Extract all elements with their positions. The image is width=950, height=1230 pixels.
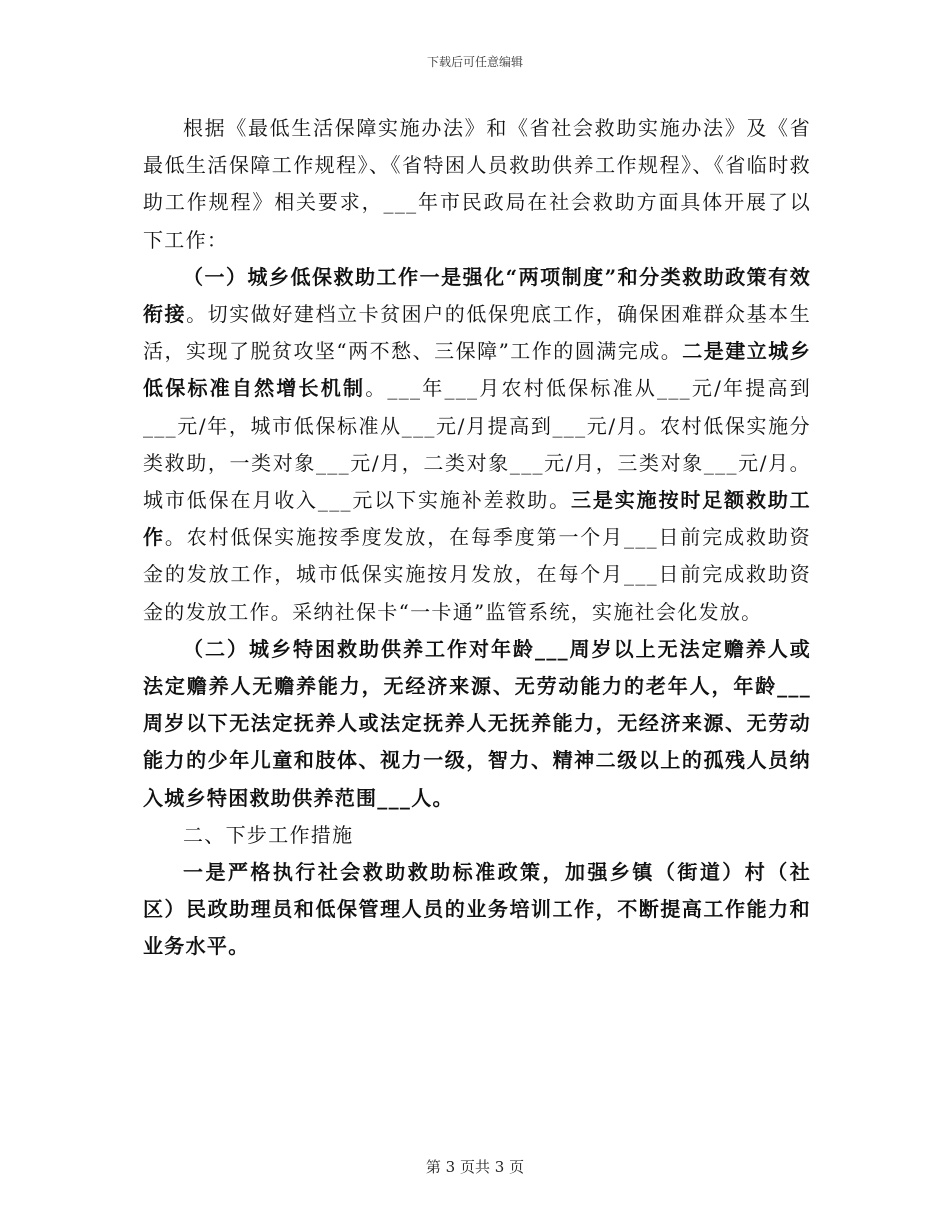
section-one-text-1: 。切实做好建档立卡贫困户的低保兜底工作，确保困难群众基本生活，实现了脱贫攻坚“两不愁、三保障”工作的圆满完成。 bbox=[143, 302, 811, 364]
section-one-heading: （一）城乡低保救助工作一是强化“两项制度”和分类救助政策有效衔接 bbox=[143, 264, 811, 327]
next-steps-item-one: 一是严格执行社会救助救助标准政策，加强乡镇（街道）村（社区）民政助理员和低保管理人员的业务培训工作，不断提高工作能力和业务水平。 bbox=[143, 860, 811, 959]
section-one-point-three: 三是实施按时足额救助工作 bbox=[143, 488, 811, 550]
page-header: 下载后可任意编辑 bbox=[426, 55, 523, 69]
section-one-text-2: 。___年___月农村低保标准从___元/年提高到___元/年，城市低保标准从___元/月提高到___元/月。农村低保实施分类救助，一类对象___元/月，二类对象___元/月，三类对象___元/月。城市低保在月收入___元以下实施补差救助。 bbox=[143, 376, 811, 513]
page-footer: 第 3 页共 3 页 bbox=[425, 1158, 525, 1176]
document-body bbox=[143, 110, 811, 966]
section-one-text-3: 。农村低保实施按季度发放，在每季度第一个月___日前完成救助资金的发放工作，城市低保实施按月发放，在每个月___日前完成救助资金的发放工作。采纳社保卡“一卡通”监管系统，实施社会化发放。 bbox=[143, 525, 811, 624]
intro-paragraph: 根据《最低生活保障实施办法》和《省社会救助实施办法》及《省最低生活保障工作规程》、《省特困人员救助供养工作规程》、《省临时救助工作规程》相关要求，___年市民政局在社会救助方面具体开展了以下工作： bbox=[143, 116, 811, 252]
section-one-point-two: 二是建立城乡低保标准自然增长机制 bbox=[143, 339, 811, 401]
section-one-paragraph bbox=[143, 259, 811, 631]
next-steps-heading: 二、下步工作措施 bbox=[183, 822, 354, 847]
section-two-paragraph: （二）城乡特困救助供养工作对年龄___周岁以上无法定赡养人或法定赡养人无赡养能力，无经济来源、无劳动能力的老年人，年龄___周岁以下无法定抚养人或法定抚养人无抚养能力，无经济来源、无劳动能力的少年儿童和肢体、视力一级，智力、精神二级以上的孤残人员纳入城乡特困救助供养范围___人。 bbox=[143, 636, 811, 810]
